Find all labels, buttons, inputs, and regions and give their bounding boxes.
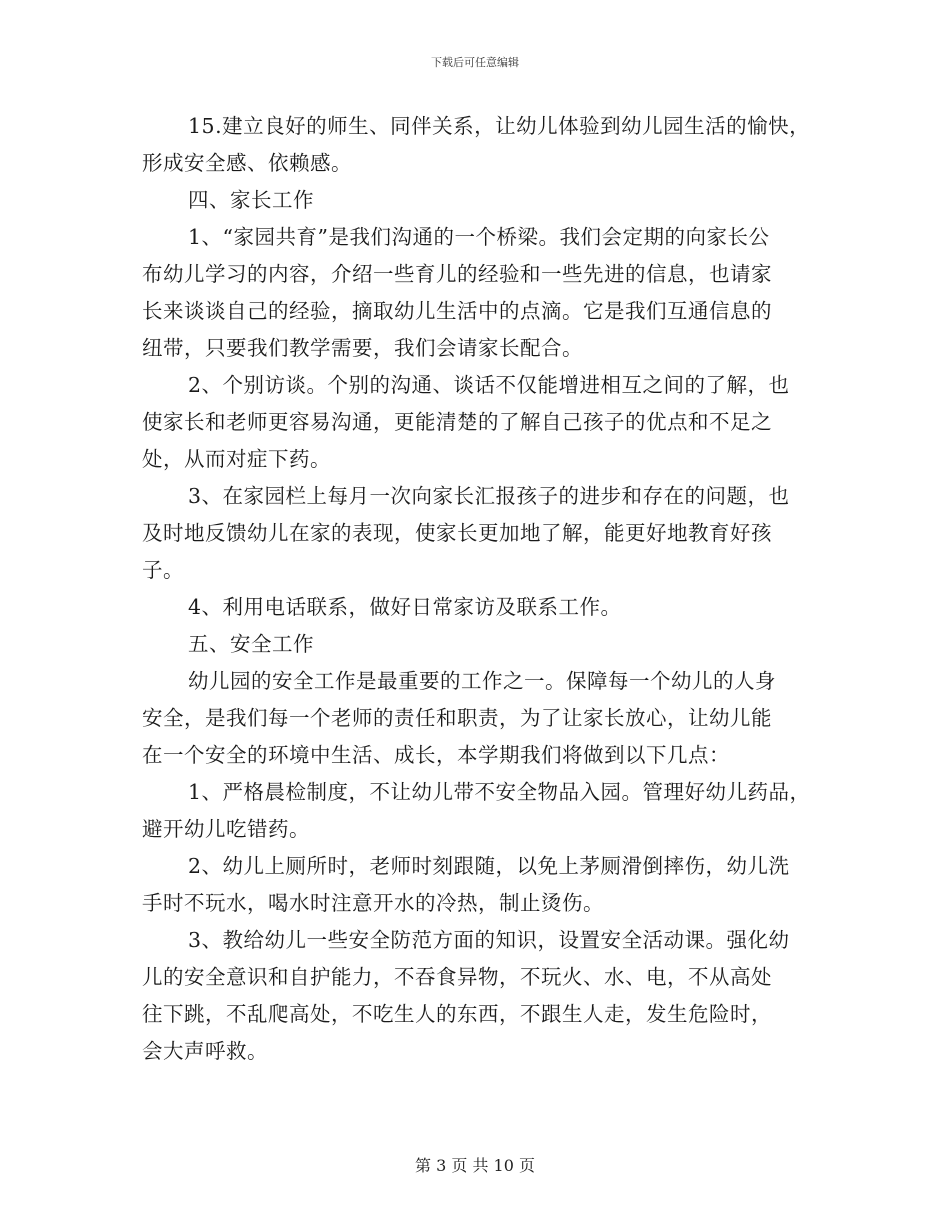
paragraph-line: 往下跳，不乱爬高处，不吃生人的东西，不跟生人走，发生危险时， — [142, 1002, 772, 1026]
section-heading: 五、安全工作 — [188, 632, 314, 656]
paragraph-line: 避开幼儿吃错药。 — [142, 817, 310, 841]
paragraph-line: 2、个别访谈。个别的沟通、谈话不仅能增进相互之间的了解，也 — [188, 373, 790, 397]
paragraph-line: 形成安全感、依赖感。 — [142, 151, 352, 175]
paragraph-line: 2、幼儿上厕所时，老师时刻跟随，以免上茅厕滑倒摔伤，幼儿洗 — [188, 854, 790, 878]
paragraph-line: 3、教给幼儿一些安全防范方面的知识，设置安全活动课。强化幼 — [188, 928, 790, 952]
paragraph-line: 处，从而对症下药。 — [142, 447, 331, 471]
paragraph-line: 手时不玩水，喝水时注意开水的冷热，制止烫伤。 — [142, 891, 604, 915]
paragraph-line: 及时地反馈幼儿在家的表现，使家长更加地了解，能更好地教育好孩 — [142, 521, 772, 545]
paragraph-line: 会大声呼救。 — [142, 1039, 268, 1063]
paragraph-line: 4、利用电话联系，做好日常家访及联系工作。 — [188, 595, 622, 619]
paragraph-line: 幼儿园的安全工作是最重要的工作之一。保障每一个幼儿的人身 — [188, 669, 776, 693]
section-heading: 四、家长工作 — [188, 188, 314, 212]
page-number: 第 3 页 共 10 页 — [415, 1156, 535, 1175]
page-header: 下载后可任意编辑 — [431, 56, 519, 69]
paragraph-line: 儿的安全意识和自护能力，不吞食异物，不玩火、水、电，不从高处 — [142, 965, 772, 989]
paragraph-line: 纽带，只要我们教学需要，我们会请家长配合。 — [142, 336, 583, 360]
paragraph-line: 子。 — [142, 558, 184, 582]
paragraph-line: 在一个安全的环境中生活、成长，本学期我们将做到以下几点： — [142, 743, 730, 767]
paragraph-line: 布幼儿学习的内容，介绍一些育儿的经验和一些先进的信息，也请家 — [142, 262, 772, 286]
paragraph-line: 1、严格晨检制度，不让幼儿带不安全物品入园。管理好幼儿药品， — [188, 780, 811, 804]
paragraph-line: 3、在家园栏上每月一次向家长汇报孩子的进步和存在的问题，也 — [188, 484, 790, 508]
paragraph-line: 安全，是我们每一个老师的责任和职责，为了让家长放心，让幼儿能 — [142, 706, 772, 730]
paragraph-line: 1、“家园共育”是我们沟通的一个桥梁。我们会定期的向家长公 — [188, 225, 770, 249]
paragraph-line: 使家长和老师更容易沟通，更能清楚的了解自己孩子的优点和不足之 — [142, 410, 772, 434]
paragraph-line: 长来谈谈自己的经验，摘取幼儿生活中的点滴。它是我们互通信息的 — [142, 299, 772, 323]
paragraph-line: 15.建立良好的师生、同伴关系，让幼儿体验到幼儿园生活的愉快， — [188, 114, 811, 138]
